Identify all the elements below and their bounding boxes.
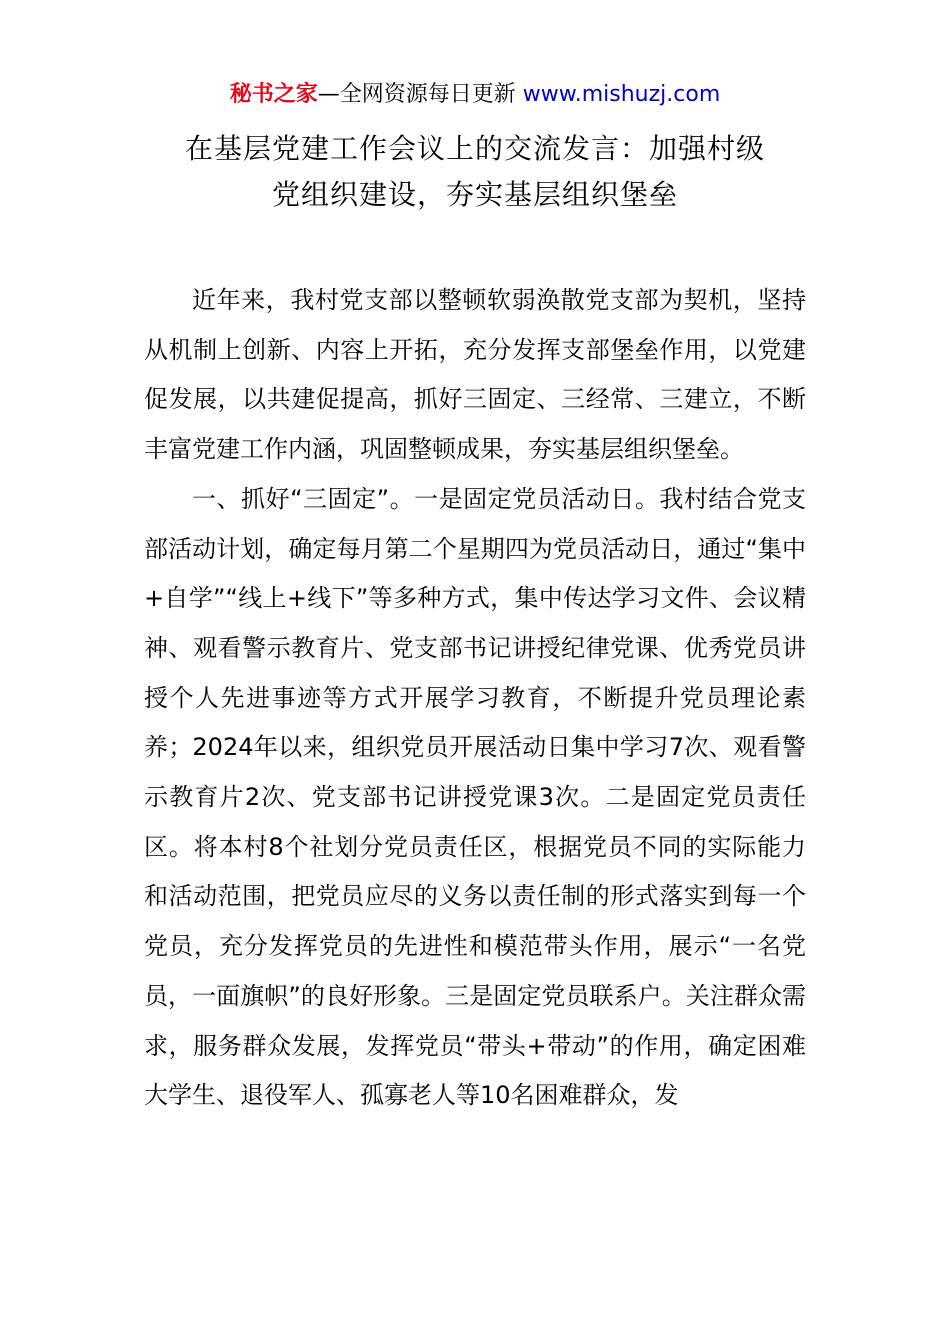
site-brand: 秘书之家 xyxy=(229,82,318,107)
document-title-line-2: 党组织建设，夯实基层组织堡垒 xyxy=(271,178,678,211)
paragraph-intro: 近年来，我村党支部以整顿软弱涣散党支部为契机，坚持从机制上创新、内容上开拓，充分发挥支部堡垒作用，以党建促发展，以共建促提高，抓好三固定、三经常、三建立，不断丰富党建工作内涵，巩固整顿成果，夯实基层组织堡垒。 xyxy=(144,286,806,464)
site-header-banner xyxy=(0,78,950,112)
site-tagline: —全网资源每日更新 xyxy=(317,82,523,107)
document-body xyxy=(144,276,806,1121)
site-url-link[interactable]: www.mishuzj.com xyxy=(522,82,721,107)
paragraph-section-one: 一、抓好“三固定”。一是固定党员活动日。我村结合党支部活动计划，确定每月第二个星期四为党员活动日，通过“集中+自学”“线上+线下”等多种方式，集中传达学习文件、会议精神、观看警示教育片、党支部书记讲授纪律党课、优秀党员讲授个人先进事迹等方式开展学习教育，不断提升党员理论素养；2024年以来，组织党员开展活动日集中学习7次、观看警示教育片2次、党支部书记讲授党课3次。二是固定党员责任区。将本村8个社划分党员责任区，根据党员不同的实际能力和活动范围，把党员应尽的义务以责任制的形式落实到每一个党员，充分发挥党员的先进性和模范带头作用，展示“一名党员，一面旗帜”的良好形象。三是固定党员联系户。关注群众需求，服务群众发展，发挥党员“带头+带动”的作用，确定困难大学生、退役军人、孤寡老人等10名困难群众，发 xyxy=(144,484,806,1110)
document-title xyxy=(60,126,890,218)
document-title-line-1: 在基层党建工作会议上的交流发言：加强村级 xyxy=(184,132,765,165)
